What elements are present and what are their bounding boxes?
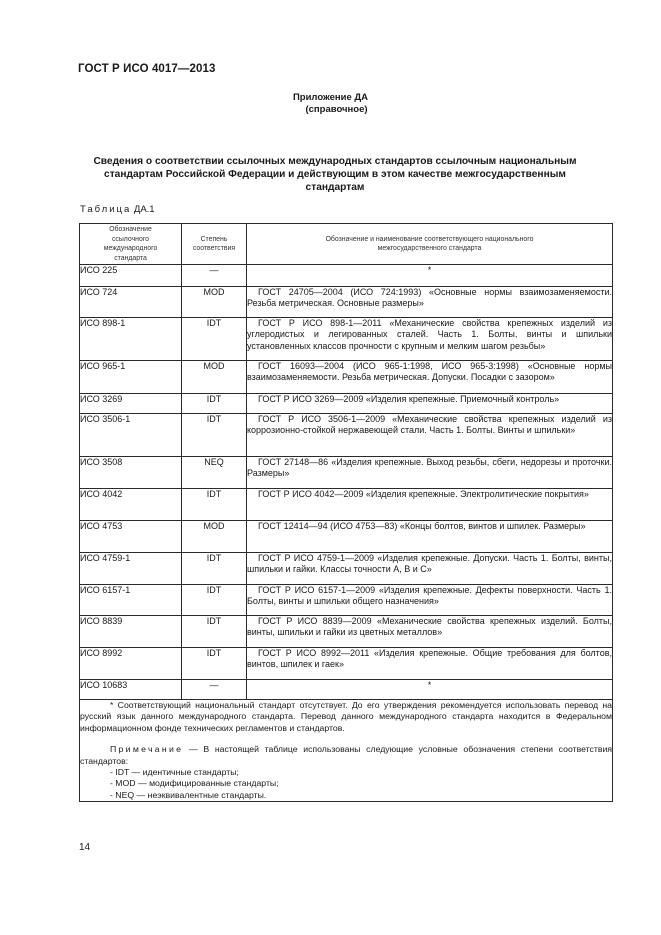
table-row xyxy=(80,553,613,585)
cell-international-standard: ИСО 8992 xyxy=(80,648,182,680)
table-caption-word: Таблица xyxy=(80,204,132,215)
cell-degree: IDT xyxy=(182,616,247,648)
cell-international-standard: ИСО 3269 xyxy=(80,394,182,414)
cell-degree: IDT xyxy=(182,553,247,585)
table-note xyxy=(80,744,612,767)
cell-degree: IDT xyxy=(182,394,247,414)
table-notes xyxy=(80,700,613,802)
cell-national-standard: * xyxy=(247,680,613,700)
cell-degree: IDT xyxy=(182,318,247,361)
cell-degree: IDT xyxy=(182,489,247,521)
table-header-row xyxy=(80,224,613,265)
note-item-idt: - IDT — идентичные стандарты; xyxy=(110,767,239,778)
standards-table xyxy=(79,223,613,802)
cell-degree: MOD xyxy=(182,287,247,318)
cell-degree: — xyxy=(182,265,247,287)
cell-national-standard: ГОСТ 12414—94 (ИСО 4753—83) «Концы болтов, винтов и шпилек. Размеры» xyxy=(247,521,613,553)
table-caption xyxy=(80,204,155,215)
cell-international-standard: ИСО 10683 xyxy=(80,680,182,700)
cell-national-standard: ГОСТ Р ИСО 898-1—2011 «Механические свойства крепежных изделий из углеродистых и легированных сталей. Часть 1. Болты, винты и шпильки установленных классов прочности с крупным и мелким шагом резьбы» xyxy=(247,318,613,361)
cell-degree: IDT xyxy=(182,585,247,616)
note-item-neq: - NEQ — неэквивалентные стандарты. xyxy=(110,789,267,800)
section-title: Сведения о соответствии ссылочных международных стандартов ссылочным национальным стандартам Российской Федерации и действующим в этом качестве межгосударственным стандартам xyxy=(93,156,577,193)
cell-degree: MOD xyxy=(182,521,247,553)
table-row xyxy=(80,489,613,521)
header-national-standard: Обозначение и наименование соответствующего национального межгосударственного стандарта xyxy=(247,224,613,265)
table-row xyxy=(80,648,613,680)
appendix-subtitle: (справочное) xyxy=(305,104,368,115)
appendix-title: Приложение ДА xyxy=(292,92,369,103)
note-item-mod: - MOD — модифицированные стандарты; xyxy=(110,778,279,789)
table-body xyxy=(80,265,613,700)
cell-national-standard: ГОСТ Р ИСО 8992—2011 «Изделия крепежные. Общие требования для болтов, винтов, шпилек и гаек» xyxy=(247,648,613,680)
note-label: Примечание xyxy=(110,744,184,755)
cell-national-standard: ГОСТ Р ИСО 3506-1—2009 «Механические свойства крепежных изделий из коррозионно-стойкой нержавеющей стали. Часть 1. Болты. Винты и шпильки» xyxy=(247,414,613,457)
table-row xyxy=(80,457,613,489)
cell-national-standard: ГОСТ Р ИСО 8839—2009 «Механические свойства крепежных изделий. Болты, винты, шпильки и гайки из цветных металлов» xyxy=(247,616,613,648)
cell-international-standard: ИСО 898-1 xyxy=(80,318,182,361)
appendix-heading xyxy=(0,92,661,116)
cell-degree: NEQ xyxy=(182,457,247,489)
document-header: ГОСТ Р ИСО 4017—2013 xyxy=(78,63,216,75)
cell-international-standard: ИСО 6157-1 xyxy=(80,585,182,616)
cell-national-standard: ГОСТ Р ИСО 4042—2009 «Изделия крепежные. Электролитические покрытия» xyxy=(247,489,613,521)
cell-international-standard: ИСО 3508 xyxy=(80,457,182,489)
table-row xyxy=(80,616,613,648)
header-degree: Степень соответствия xyxy=(182,224,247,265)
cell-international-standard: ИСО 225 xyxy=(80,265,182,287)
cell-international-standard: ИСО 4753 xyxy=(80,521,182,553)
table-row xyxy=(80,521,613,553)
table-row xyxy=(80,265,613,287)
table-row xyxy=(80,414,613,457)
cell-national-standard: ГОСТ Р ИСО 6157-1—2009 «Изделия крепежные. Дефекты поверхности. Часть 1. Болты, винты и шпильки общего назначения» xyxy=(247,585,613,616)
cell-national-standard: ГОСТ 27148—86 «Изделия крепежные. Выход резьбы, сбеги, недорезы и проточки. Размеры» xyxy=(247,457,613,489)
table-notes-row xyxy=(80,700,613,802)
cell-degree: IDT xyxy=(182,414,247,457)
cell-degree: MOD xyxy=(182,361,247,394)
table-row xyxy=(80,361,613,394)
table-row xyxy=(80,287,613,318)
cell-international-standard: ИСО 724 xyxy=(80,287,182,318)
page-number: 14 xyxy=(79,842,91,853)
cell-national-standard: ГОСТ 16093—2004 (ИСО 965-1:1998, ИСО 965-3:1998) «Основные нормы взаимозаменяемости. Резьба метрическая. Допуски. Посадки с зазором» xyxy=(247,361,613,394)
cell-international-standard: ИСО 965-1 xyxy=(80,361,182,394)
table-row xyxy=(80,394,613,414)
table-row xyxy=(80,585,613,616)
cell-national-standard: ГОСТ 24705—2004 (ИСО 724:1993) «Основные нормы взаимозаменяемости. Резьба метрическая. Основные размеры» xyxy=(247,287,613,318)
table-footnote: * Соответствующий национальный стандарт отсутствует. До его утверждения рекомендуется использовать перевод на русский язык данного международного стандарта. Перевод данного международного стандарта находится в Федеральном информационном фонде технических регламентов и стандартов. xyxy=(80,700,612,733)
cell-national-standard: ГОСТ Р ИСО 4759-1—2009 «Изделия крепежные. Допуски. Часть 1. Болты, винты, шпильки и гайки. Классы точности А, В и С» xyxy=(247,553,613,585)
table-caption-number: ДА.1 xyxy=(133,204,155,215)
note-text: — В настоящей таблице использованы следующие условные обозначения степени соответствия стандартов: xyxy=(80,744,613,766)
cell-international-standard: ИСО 4759-1 xyxy=(80,553,182,585)
cell-international-standard: ИСО 3506-1 xyxy=(80,414,182,457)
cell-national-standard: * xyxy=(247,265,613,287)
header-international-standard: Обозначение ссылочного международного стандарта xyxy=(80,224,182,265)
cell-degree: — xyxy=(182,680,247,700)
table-row xyxy=(80,680,613,700)
cell-international-standard: ИСО 8839 xyxy=(80,616,182,648)
table-row xyxy=(80,318,613,361)
cell-national-standard: ГОСТ Р ИСО 3269—2009 «Изделия крепежные. Приемочный контроль» xyxy=(247,394,613,414)
cell-international-standard: ИСО 4042 xyxy=(80,489,182,521)
cell-degree: IDT xyxy=(182,648,247,680)
